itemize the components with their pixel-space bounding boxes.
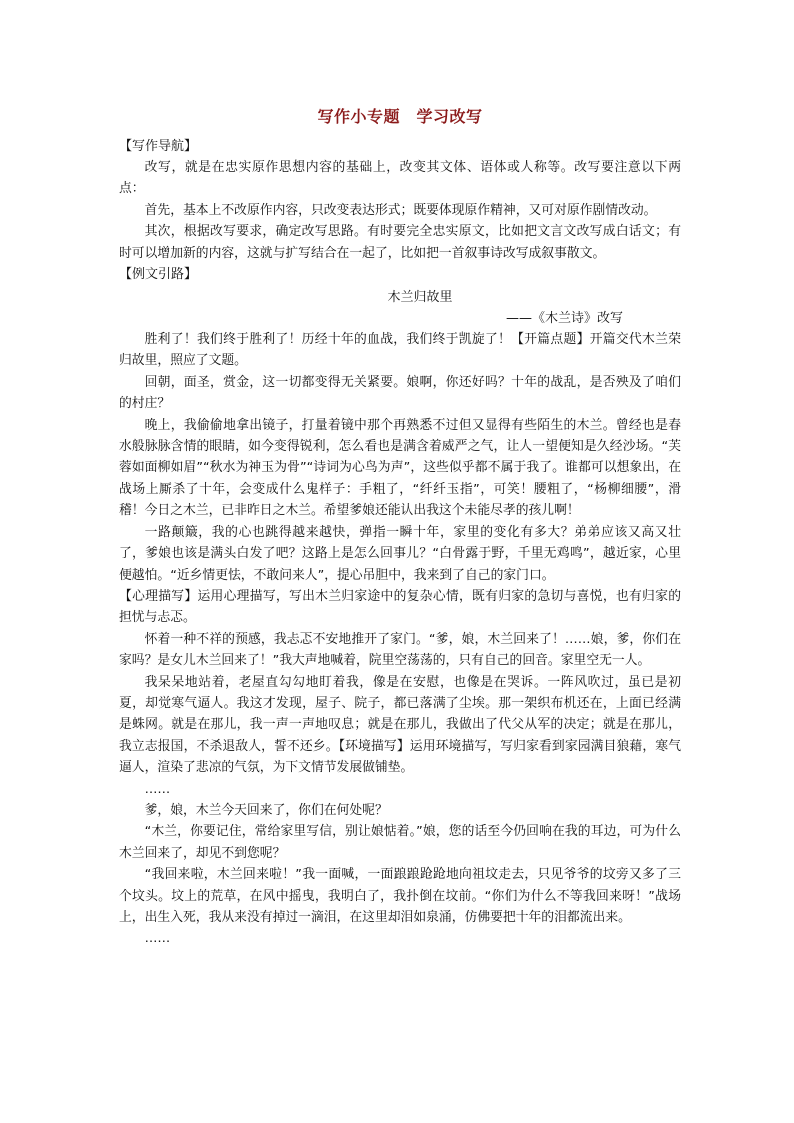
story-paragraph-3: 晚上，我偷偷地拿出镜子，打量着镜中那个再熟悉不过但又显得有些陌生的木兰。曾经也是春水般脉脉含情的眼睛，如今变得锐利，怎么看也是满含着威严之气，让人一望便知是久经沙场。“芙蓉如面柳如眉”“秋水为神玉为骨”“诗词为心鸟为声”，这些似乎都不属于我了。谁都可以想象出，在战场上厮杀了十年，会变成什么鬼样子：手粗了，“纤纤玉指”，可笑！腰粗了，“杨柳细腰”，滑稽！今日之木兰，已非昨日之木兰。希望爹娘还能认出我这个未能尽孝的孩儿啊！ bbox=[119, 417, 681, 519]
guide-paragraph-3: 其次，根据改写要求，确定改写思路。有时要完全忠实原文，比如把文言文改写成白话文；有时可以增加新的内容，这就与扩写结合在一起了，比如把一首叙事诗改写成叙事散文。 bbox=[119, 224, 681, 261]
story-paragraph-7: 爹，娘，木兰今天回来了，你们在何处呢？ bbox=[144, 802, 388, 818]
annotation-psychology: 【心理描写】运用心理描写，写出木兰归家途中的复杂心情，既有归家的急切与喜悦，也有归家的担忧与忐忑。 bbox=[119, 588, 681, 626]
story-paragraph-2: 回朝，面圣，赏金，这一切都变得无关紧要。娘啊，你还好吗？十年的战乱，是否殃及了咱们的村庄？ bbox=[119, 374, 681, 412]
story-paragraph-8: “木兰，你要记住，常给家里写信，别让娘惦着。”娘，您的话至今仍回响在我的耳边，可为什么木兰回来了，却见不到您呢？ bbox=[119, 824, 681, 861]
story-paragraph-1: 胜利了！我们终于胜利了！历经十年的血战，我们终于凯旋了！【开篇点题】开篇交代木兰荣归故里，照应了文题。 bbox=[119, 332, 681, 369]
example-heading: 【例文引路】 bbox=[119, 267, 198, 283]
story-title: 木兰归故里 bbox=[387, 290, 453, 306]
ellipsis-2: …… bbox=[144, 931, 171, 947]
guide-paragraph-1: 改写，就是在忠实原作思想内容的基础上，改变其文体、语体或人称等。改写要注意以下两点： bbox=[119, 160, 681, 197]
guide-heading: 【写作导航】 bbox=[119, 139, 198, 154]
story-subtitle: ——《木兰诗》改写 bbox=[505, 311, 623, 327]
document-page bbox=[119, 104, 681, 950]
ellipsis-1: …… bbox=[144, 781, 171, 797]
guide-paragraph-2: 首先，基本上不改原作内容，只改变表达形式；既要体现原作精神，又可对原作剧情改动。 bbox=[144, 202, 657, 218]
story-paragraph-6: 我呆呆地站着，老屋直勾勾地盯着我，像是在安慰，也像是在哭诉。一阵风吹过，虽已是初夏，却觉寒气逼人。我这才发现，屋子、院子，都已落满了尘埃。那一架织布机还在，上面已经满是蛛网。就是在那儿，我一声一声地叹息；就是在那儿，我做出了代父从军的决定；就是在那儿，我立志报国，不杀退敌人，誓不还乡。【环境描写】运用环境描写，写归家看到家园满目狼藉，寒气逼人，渲染了悲凉的气氛，为下文情节发展做铺垫。 bbox=[119, 674, 681, 776]
story-paragraph-4: 一路颠簸，我的心也跳得越来越快，弹指一瞬十年，家里的变化有多大？弟弟应该又高又壮了，爹娘也该是满头白发了吧？这路上是怎么回事儿？“白骨露于野，千里无鸡鸣”，越近家，心里便越怕。“近乡情更怯，不敢问来人”，提心吊胆中，我来到了自己的家门口。 bbox=[119, 524, 681, 583]
story-paragraph-9: “我回来啦，木兰回来啦！”我一面喊，一面踉踉跄跄地向祖坟走去，只见爷爷的坟旁又多了三个坟头。坟上的荒草，在风中摇曳，我明白了，我扑倒在坟前。“你们为什么不等我回来呀！”战场上，出生入死，我从来没有掉过一滴泪，在这里却泪如泉涌，仿佛要把十年的泪都流出来。 bbox=[119, 867, 681, 925]
page-title: 写作小专题 学习改写 bbox=[317, 107, 483, 126]
story-paragraph-5: 怀着一种不祥的预感，我忐忑不安地推开了家门。“爹，娘，木兰回来了！……娘，爹，你们在家吗？是女儿木兰回来了！”我大声地喊着，院里空荡荡的，只有自己的回音。家里空无一人。 bbox=[119, 631, 681, 669]
